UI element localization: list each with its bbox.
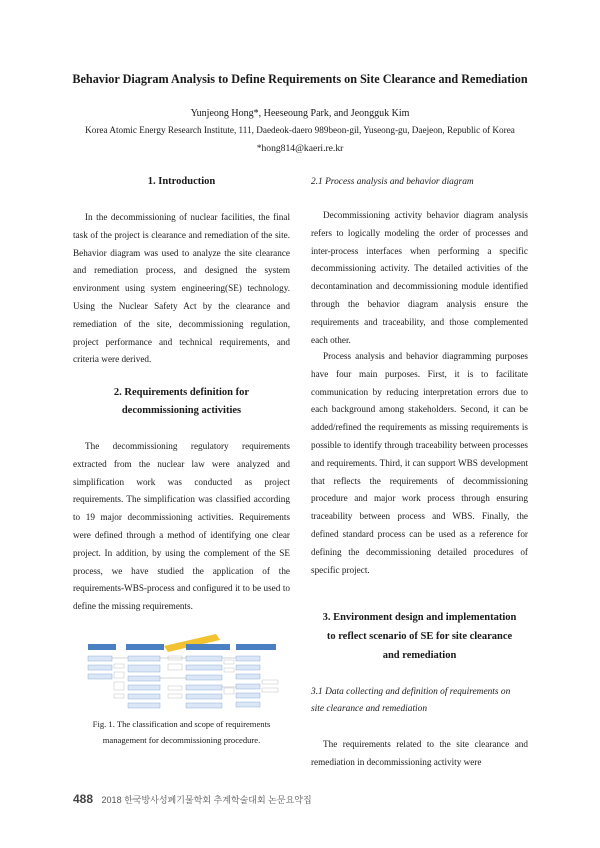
figure-1-diagram bbox=[86, 634, 282, 714]
section-3-heading-line1: 3. Environment design and implementation bbox=[322, 612, 517, 623]
figure-box bbox=[168, 686, 182, 690]
page-footer bbox=[73, 792, 312, 806]
figure-caption-line1: Fig. 1. The classification and scope of requirements bbox=[92, 719, 271, 729]
section-2-heading-line1: 2. Requirements definition for bbox=[113, 387, 250, 398]
figure-header-4 bbox=[236, 644, 276, 650]
figure-box bbox=[88, 656, 112, 661]
figure-box bbox=[128, 676, 160, 681]
figure-caption-line2: management for decommissioning procedure. bbox=[102, 735, 261, 745]
figure-box bbox=[224, 688, 234, 694]
figure-box bbox=[186, 665, 222, 670]
figure-box bbox=[262, 688, 278, 692]
section-2-1-paragraph-1: Decommissioning activity behavior diagram analysis refers to logically modeling the order of processes and inter-process interfaces when performing a specific decommissioning activity. The detailed activities of the decontamination and decommissioning module identified through the behavior diagram analysis ensure the requirements and traceability, and those complemented each other. bbox=[311, 210, 528, 345]
figure-box bbox=[186, 694, 222, 699]
figure-box bbox=[236, 665, 260, 670]
section-3-1-heading-line2: site clearance and remediation bbox=[311, 704, 428, 714]
figure-header-1 bbox=[88, 644, 116, 650]
figure-box bbox=[236, 684, 260, 689]
figure-box bbox=[114, 664, 124, 668]
figure-box bbox=[236, 656, 260, 661]
section-3-1-paragraph: The requirements related to the site clearance and remediation in decommissioning activity were bbox=[311, 739, 528, 767]
figure-box bbox=[168, 694, 182, 698]
figure-box bbox=[128, 685, 160, 690]
section-2-heading-line2: decommissioning activities bbox=[121, 405, 242, 416]
figure-box bbox=[168, 664, 182, 670]
journal-name: 2018 한국방사성폐기물학회 추계학술대회 논문요약집 bbox=[101, 795, 312, 805]
section-3-heading-line2: to reflect scenario of SE for site clearance bbox=[326, 631, 513, 642]
figure-1-caption bbox=[73, 716, 290, 748]
figure-header-2 bbox=[126, 644, 164, 650]
figure-header-3 bbox=[186, 644, 230, 650]
figure-box bbox=[224, 668, 234, 672]
section-1-paragraph: In the decommissioning of nuclear facilities, the final task of the project is clearance and remediation of the site. Behavior diagram was used to analyze the site clearance and remediation process, and designed the system environment using system engineering(SE) technology. Using the Nuclear Safety Act by the clearance and remediation of the site, decommissioning regulation, project performance and technical requirements, and criteria were derived. bbox=[73, 212, 290, 365]
figure-box bbox=[186, 675, 222, 680]
paper-authors: Yunjeong Hong*, Heeseoung Park, and Jeongguk Kim bbox=[190, 108, 410, 119]
paper-title: Behavior Diagram Analysis to Define Requirements on Site Clearance and Remediation bbox=[72, 72, 528, 86]
section-2-paragraph: The decommissioning regulatory requirements extracted from the nuclear law were analyzed and simplification work was conducted as project requirements. The simplification was classified according to 19 major decommissioning activities. Requirements were defined through a method of identifying one clear project. In addition, by using the complement of the SE process, we have studied the application of the requirements-WBS-process and configured it to be used to define the missing requirements. bbox=[73, 441, 290, 612]
figure-box bbox=[186, 703, 222, 708]
section-3-heading-line3: and remediation bbox=[382, 650, 457, 661]
figure-box bbox=[262, 680, 278, 684]
figure-box bbox=[236, 674, 260, 679]
figure-box bbox=[186, 685, 222, 690]
section-2-1-heading: 2.1 Process analysis and behavior diagram bbox=[311, 177, 474, 187]
paper-email: *hong814@kaeri.re.kr bbox=[256, 143, 344, 154]
figure-box bbox=[236, 702, 260, 707]
figure-box bbox=[114, 672, 124, 678]
figure-box bbox=[88, 665, 112, 670]
figure-box bbox=[128, 665, 160, 672]
figure-box bbox=[186, 656, 222, 661]
figure-box bbox=[128, 703, 160, 708]
figure-box bbox=[88, 674, 112, 679]
section-2-1-paragraph-2: Process analysis and behavior diagramming purposes have four main purposes. First, it is to facilitate communication by reducing interpretation errors due to each background among stakeholders. Second, it can be added/refined the requirements as missing requirements is possible to identify through traceability between processes and requirements. Third, it can support WBS development that reflects the requirements of decommissioning procedure and major work process through ensuring traceability between process and WBS. Finally, the defined standard process can be used as a reference for defining the decommissioning detailed procedures of specific project. bbox=[311, 351, 528, 575]
figure-box bbox=[236, 693, 260, 698]
figure-box bbox=[128, 656, 160, 661]
figure-box bbox=[114, 682, 124, 690]
paper-affiliation: Korea Atomic Energy Research Institute, 111, Daedeok-daero 989beon-gil, Yuseong-gu, Daejeon, Republic of Korea bbox=[85, 125, 515, 135]
figure-box bbox=[224, 660, 234, 664]
page-number: 488 bbox=[73, 792, 94, 806]
section-3-1-heading-line1: 3.1 Data collecting and definition of requirements on bbox=[311, 687, 511, 697]
figure-box bbox=[128, 694, 160, 699]
section-1-heading: 1. Introduction bbox=[147, 176, 216, 187]
figure-box bbox=[114, 694, 124, 698]
